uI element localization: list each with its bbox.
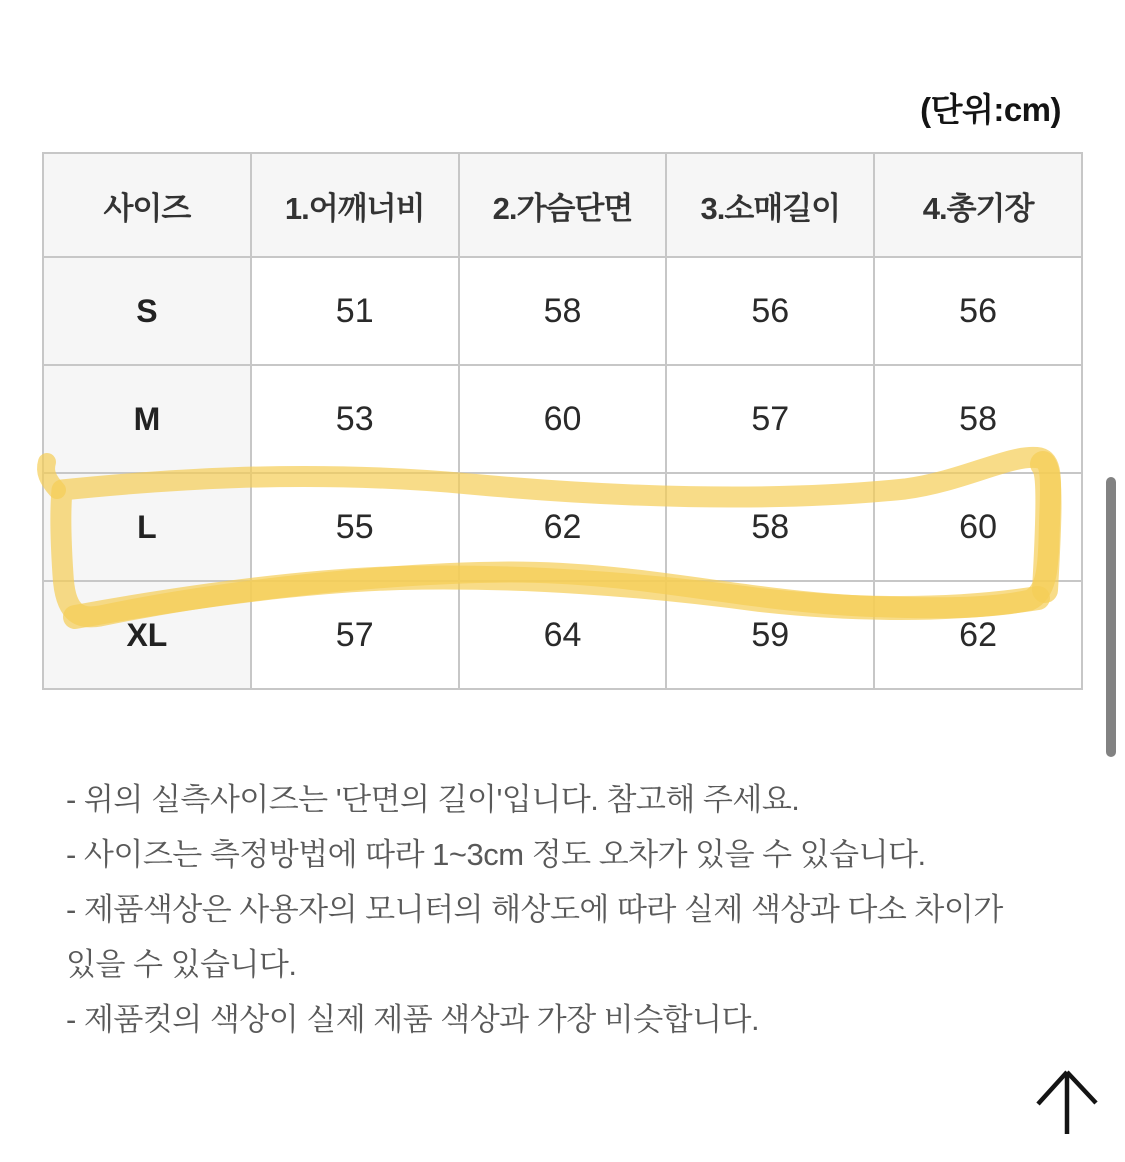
scrollbar-thumb[interactable] <box>1106 477 1116 757</box>
size-label: L <box>43 473 251 581</box>
table-row-s <box>43 257 1082 365</box>
size-table <box>42 152 1083 690</box>
size-value-cell: 58 <box>459 257 667 365</box>
size-table-header-row <box>43 153 1082 257</box>
unit-label: (단위:cm) <box>920 91 1061 128</box>
table-row-m <box>43 365 1082 473</box>
scroll-to-top-button[interactable] <box>1025 1062 1110 1152</box>
note-line: - 제품컷의 색상이 실제 제품 색상과 가장 비슷합니다. <box>66 1002 760 1037</box>
size-value-cell: 64 <box>459 581 667 689</box>
size-table-header-cell: 4.총기장 <box>874 153 1082 257</box>
size-value-cell: 51 <box>251 257 459 365</box>
note-line: - 제품색상은 사용자의 모니터의 해상도에 따라 실제 색상과 다소 차이가 있을 수 있습니다. <box>66 892 1003 982</box>
size-value-cell: 59 <box>666 581 874 689</box>
size-label: S <box>43 257 251 365</box>
size-table-header-cell: 2.가슴단면 <box>459 153 667 257</box>
size-value-cell: 62 <box>459 473 667 581</box>
size-value-cell: 60 <box>874 473 1082 581</box>
size-table-header-cell: 1.어깨너비 <box>251 153 459 257</box>
note-line: - 위의 실측사이즈는 '단면의 길이'입니다. 참고해 주세요. <box>66 782 800 817</box>
size-value-cell: 56 <box>666 257 874 365</box>
size-value-cell: 56 <box>874 257 1082 365</box>
up-arrow-icon <box>1038 1072 1096 1134</box>
size-value-cell: 58 <box>874 365 1082 473</box>
size-value-cell: 58 <box>666 473 874 581</box>
size-label: XL <box>43 581 251 689</box>
size-value-cell: 53 <box>251 365 459 473</box>
notes-block <box>66 772 1036 1047</box>
size-table-header-cell: 사이즈 <box>43 153 251 257</box>
size-table-header-cell: 3.소매길이 <box>666 153 874 257</box>
size-value-cell: 57 <box>666 365 874 473</box>
table-row-l <box>43 473 1082 581</box>
table-row-xl <box>43 581 1082 689</box>
size-value-cell: 60 <box>459 365 667 473</box>
size-value-cell: 57 <box>251 581 459 689</box>
size-label: M <box>43 365 251 473</box>
note-line: - 사이즈는 측정방법에 따라 1~3cm 정도 오차가 있을 수 있습니다. <box>66 837 926 872</box>
size-value-cell: 62 <box>874 581 1082 689</box>
size-value-cell: 55 <box>251 473 459 581</box>
